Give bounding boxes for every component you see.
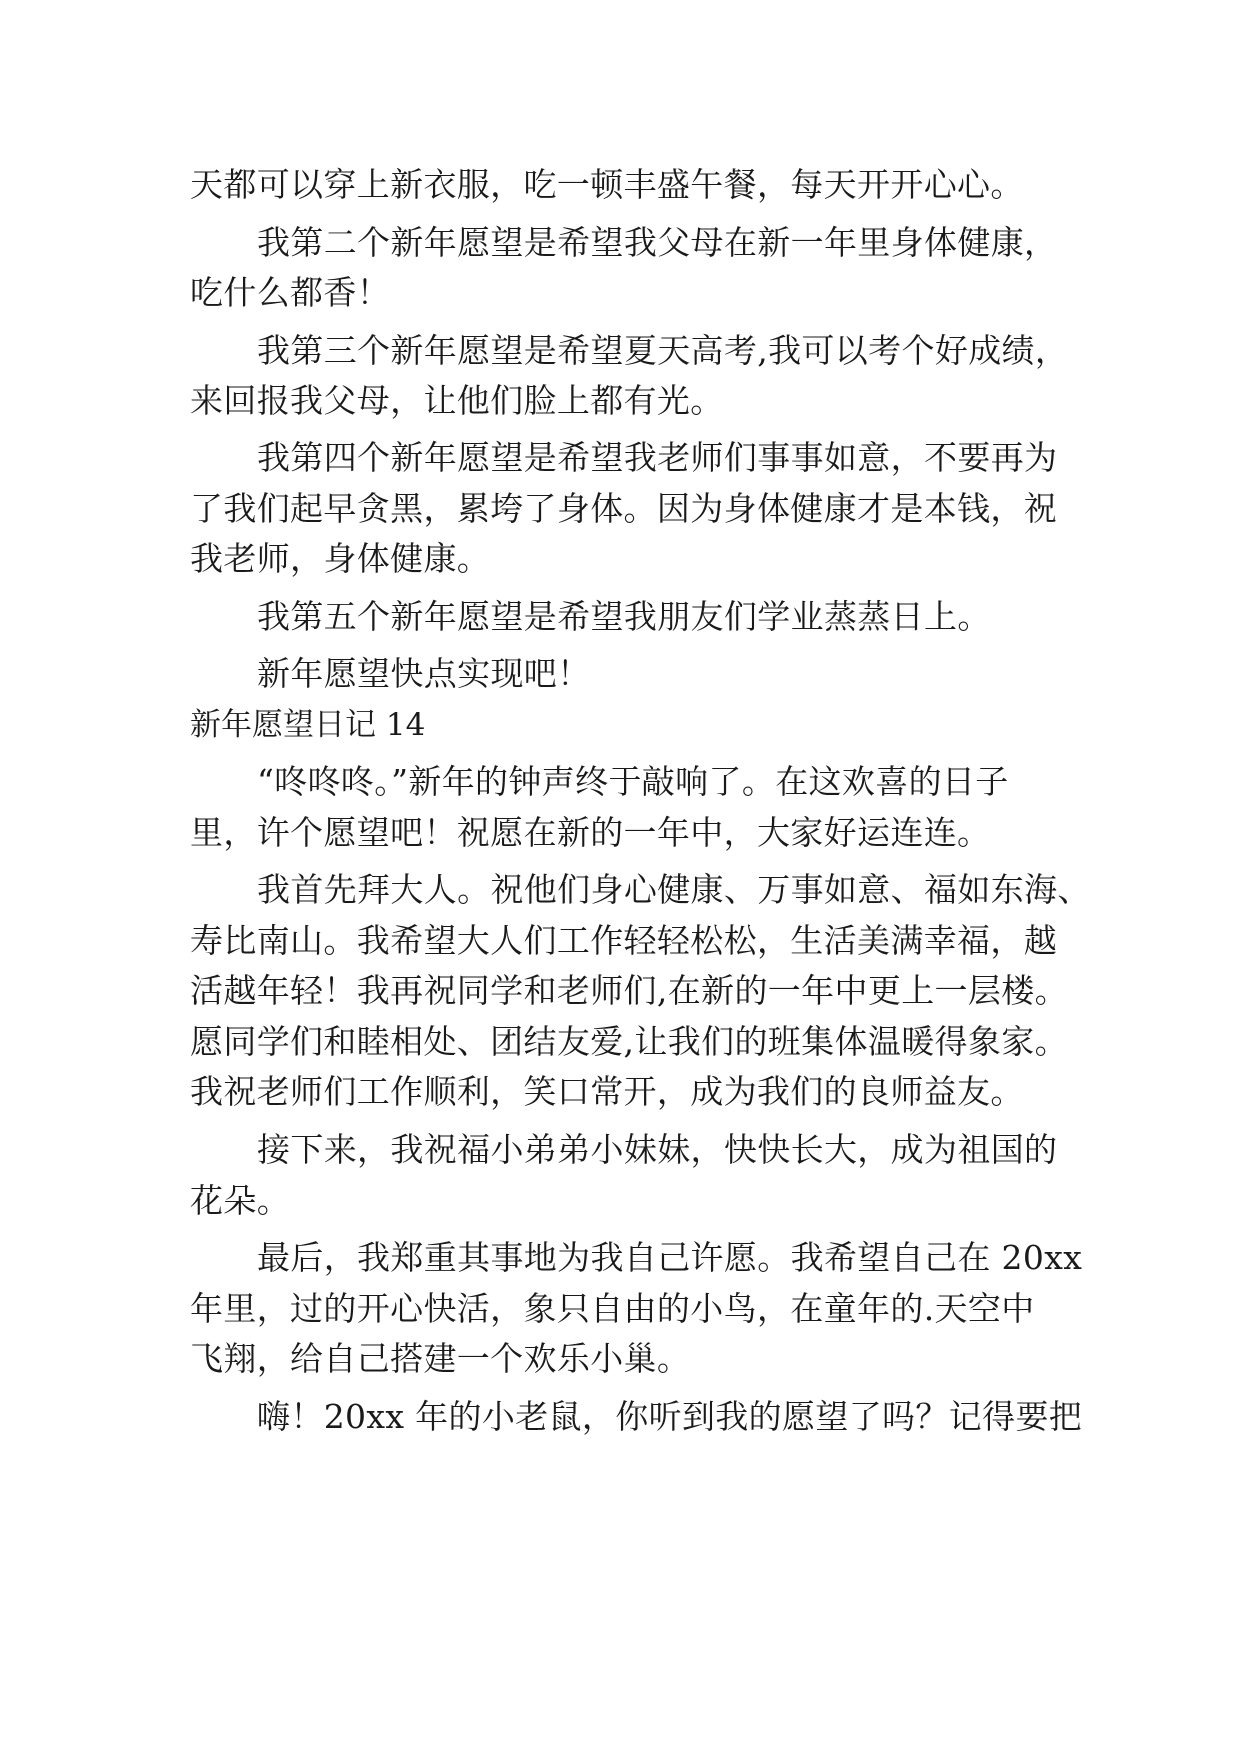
text-line: 我祝老师们工作顺利，笑口常开，成为我们的良师益友。 — [190, 1072, 1024, 1111]
paragraph-line: 嗨！20xx 年的小老鼠，你听到我的愿望了吗？记得要把 — [257, 1397, 1083, 1436]
text-line: 来回报我父母，让他们脸上都有光。 — [190, 381, 724, 420]
paragraph-line: 我第三个新年愿望是希望夏天高考,我可以考个好成绩， — [257, 331, 1069, 370]
paragraph-line: 我第四个新年愿望是希望我老师们事事如意，不要再为 — [257, 438, 1058, 477]
text-line: 年里，过的开心快活，象只自由的小鸟，在童年的.天空中 — [190, 1289, 1035, 1328]
text-line: 了我们起早贪黑，累垮了身体。因为身体健康才是本钱，祝 — [190, 489, 1058, 528]
paragraph-line: 最后，我郑重其事地为我自己许愿。我希望自己在 20xx — [257, 1238, 1083, 1277]
text-line: 活越年轻！我再祝同学和老师们,在新的一年中更上一层楼。 — [190, 971, 1068, 1010]
text-line: 吃什么都香！ — [190, 273, 391, 312]
paragraph-line: 接下来，我祝福小弟弟小妹妹，快快长大，成为祖国的 — [257, 1130, 1058, 1169]
text-line: 飞翔，给自己搭建一个欢乐小巢。 — [190, 1339, 691, 1378]
text-line: 寿比南山。我希望大人们工作轻轻松松，生活美满幸福，越 — [190, 921, 1058, 960]
paragraph-line: 我第五个新年愿望是希望我朋友们学业蒸蒸日上。 — [257, 597, 991, 636]
paragraph-line: 新年愿望快点实现吧！ — [257, 654, 591, 693]
paragraph-line: “咚咚咚。”新年的钟声终于敲响了。在这欢喜的日子 — [257, 762, 1009, 801]
paragraph-line: 我第二个新年愿望是希望我父母在新一年里身体健康， — [257, 223, 1058, 262]
text-line: 愿同学们和睦相处、团结友爱,让我们的班集体温暖得象家。 — [190, 1022, 1068, 1061]
section-heading: 新年愿望日记 14 — [190, 707, 426, 743]
text-line: 天都可以穿上新衣服，吃一顿丰盛午餐，每天开开心心。 — [190, 165, 1024, 204]
text-line: 花朵。 — [190, 1181, 291, 1220]
paragraph-line: 我首先拜大人。祝他们身心健康、万事如意、福如东海、 — [257, 870, 1091, 909]
text-line: 我老师，身体健康。 — [190, 539, 491, 578]
text-line: 里，许个愿望吧！祝愿在新的一年中，大家好运连连。 — [190, 813, 991, 852]
